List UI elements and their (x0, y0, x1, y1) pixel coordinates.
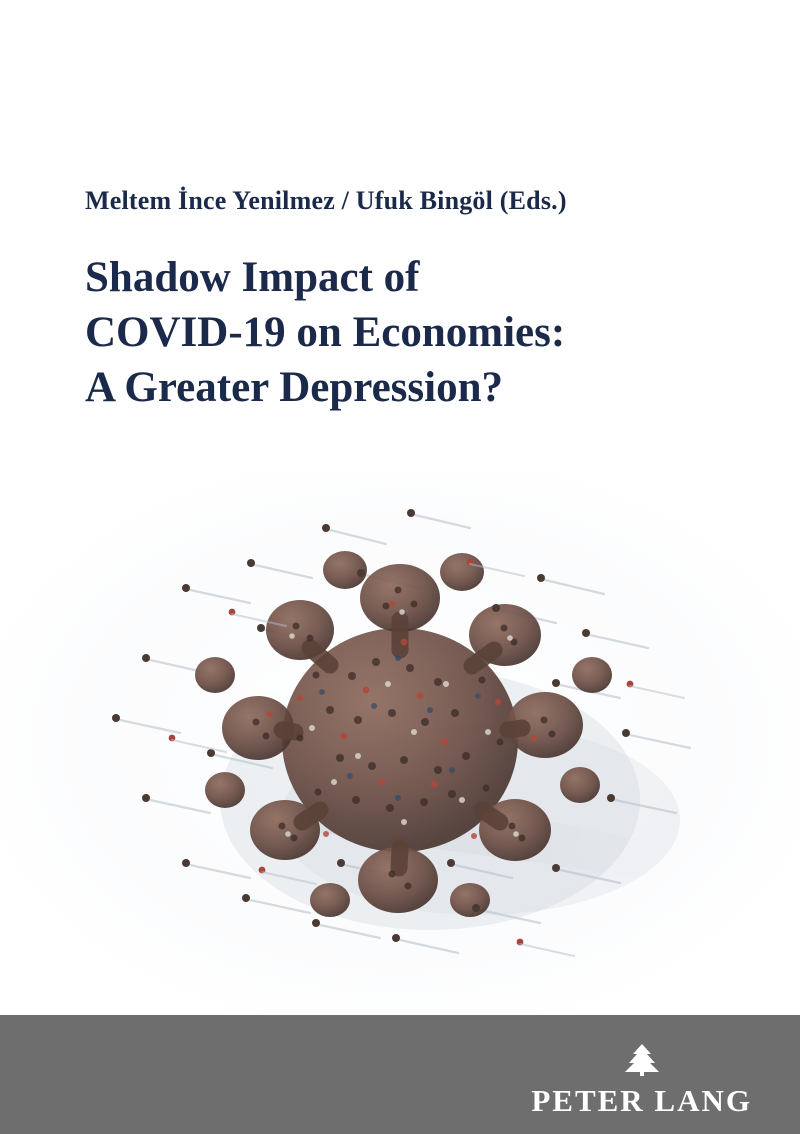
publisher-band (0, 1015, 800, 1134)
page-title (85, 250, 725, 415)
peter-lang-tree-logo (531, 1043, 752, 1081)
cover-text-block (85, 185, 725, 415)
publisher-logo (531, 1043, 752, 1116)
title-line-2: COVID-19 on Economies: (85, 309, 566, 357)
publisher-name: PETER LANG (531, 1083, 752, 1118)
coronavirus-crowd-illustration (0, 470, 800, 1015)
editors-line: Meltem İnce Yenilmez / Ufuk Bingöl (Eds.) (85, 186, 567, 215)
title-line-1: Shadow Impact of (85, 254, 420, 302)
title-line-3: A Greater Depression? (85, 364, 504, 412)
